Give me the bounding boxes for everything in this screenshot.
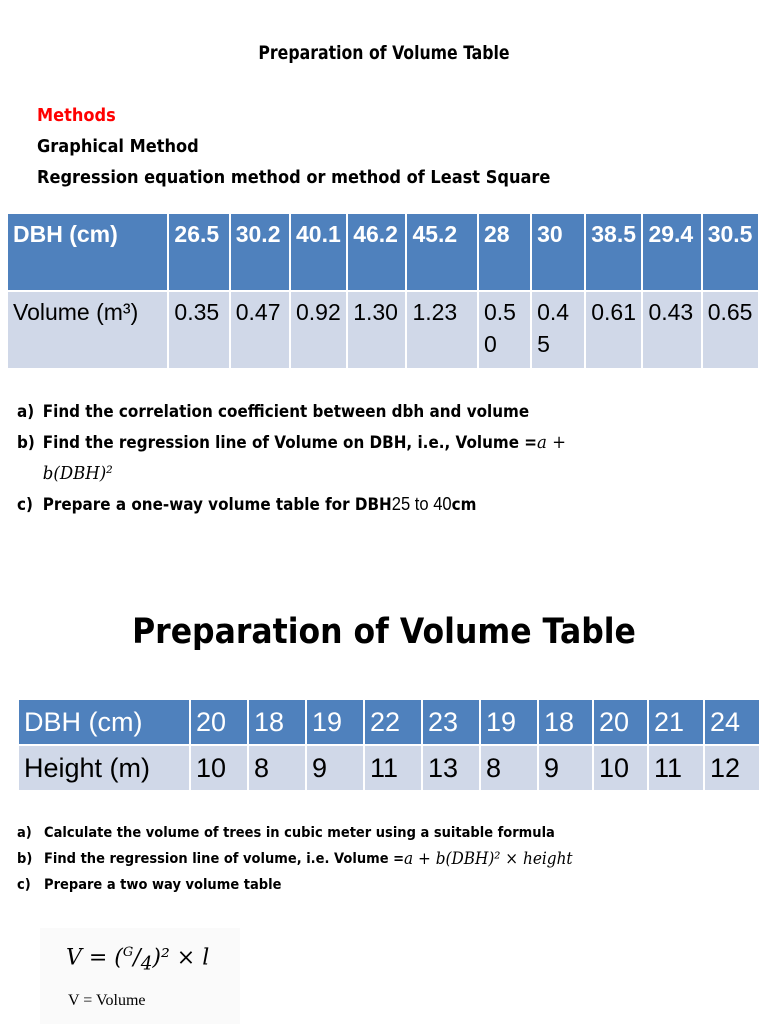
dbh-cell: 18 [538,699,593,745]
height-cell: 12 [704,745,760,791]
question-label: b) [17,433,35,452]
dbh-cell: 20 [593,699,648,745]
dbh-cell: 26.5 [168,213,229,291]
question-label: c) [17,877,31,893]
volume-cell: 0.43 [642,291,701,369]
dbh-cell: 22 [364,699,422,745]
dbh-cell: 21 [648,699,704,745]
question-text: Prepare a two way volume table [44,877,282,893]
dbh-cell: 28 [478,213,531,291]
dbh-cell: 38.5 [585,213,642,291]
formula-rhs: )² × l [152,945,210,971]
section1-title: Preparation of Volume Table [258,42,510,64]
regression-formula-cont: b(DBH)² [42,463,113,484]
volume-cell: 1.23 [406,291,478,369]
table2-row-label: Height (m) [18,745,190,791]
question-text: Find the regression line of volume, i.e. Volume = [44,851,405,867]
dbh-volume-table [6,212,760,370]
volume-cell: 0.45 [531,291,585,369]
method-item-graphical: Graphical Method [37,136,199,157]
regression-formula: a + [537,432,567,453]
dbh-cell: 19 [480,699,538,745]
question-label: a) [17,825,32,841]
question-label: c) [17,495,33,514]
methods-heading: Methods [37,105,116,126]
height-cell: 8 [248,745,306,791]
table1-volume-row [7,291,759,369]
dbh-cell: 30 [531,213,585,291]
formula-denominator: 4 [140,953,153,975]
dbh-cell: 19 [306,699,364,745]
section1-questions [17,396,614,520]
question-b [17,427,566,458]
dbh-cell: 18 [248,699,306,745]
dbh-cell: 29.4 [642,213,701,291]
height-cell: 10 [593,745,648,791]
regression-formula: a + b(DBH)² × height [404,849,573,869]
height-cell: 11 [648,745,704,791]
method-item-regression: Regression equation method or method of Least Square [37,167,551,188]
volume-formula [66,945,209,975]
volume-cell: 1.30 [347,291,406,369]
height-cell: 9 [538,745,593,791]
question-text: Calculate the volume of trees in cubic meter using a suitable formula [44,825,555,841]
table2-header-row [18,699,760,745]
volume-cell: 0.65 [702,291,759,369]
question-b-continued [17,458,566,489]
formula-lhs: V = ( [66,945,123,971]
section2-title: Preparation of Volume Table [132,612,636,652]
dbh-range-unit: cm [451,495,477,514]
height-cell: 13 [422,745,480,791]
volume-cell: 0.61 [585,291,642,369]
table1-header-row [7,213,759,291]
dbh-range: 25 to 40 [391,494,452,514]
dbh-height-table [17,698,761,792]
dbh-cell: 45.2 [406,213,478,291]
height-cell: 9 [306,745,364,791]
dbh-cell: 30.5 [702,213,759,291]
question-c [17,872,573,898]
table2-height-row [18,745,760,791]
volume-cell: 0.50 [478,291,531,369]
table1-row-label: Volume (m³) [7,291,168,369]
table2-header-label: DBH (cm) [18,699,190,745]
methods-list [37,100,607,193]
dbh-cell: 20 [190,699,248,745]
height-cell: 11 [364,745,422,791]
dbh-cell: 23 [422,699,480,745]
volume-cell: 0.92 [290,291,347,369]
table1-header-label: DBH (cm) [7,213,168,291]
question-a [17,820,573,846]
dbh-cell: 40.1 [290,213,347,291]
volume-cell: 0.47 [230,291,290,369]
question-a [17,396,566,427]
height-cell: 10 [190,745,248,791]
dbh-cell: 30.2 [230,213,290,291]
formula-slash: / [133,945,141,971]
question-label: b) [17,851,33,867]
volume-cell: 0.35 [168,291,229,369]
dbh-cell: 46.2 [347,213,406,291]
height-cell: 8 [480,745,538,791]
section2-questions [17,820,634,898]
dbh-cell: 24 [704,699,760,745]
question-text: Find the regression line of Volume on DBH, i.e., Volume = [42,433,538,452]
question-text: Find the correlation coefficient between dbh and volume [42,402,530,421]
question-text: Prepare a one-way volume table for DBH [42,495,392,514]
question-b [17,846,573,872]
formula-numerator: G [122,945,134,960]
formula-legend: V = Volume [68,992,146,1009]
question-label: a) [17,402,35,421]
question-c [17,489,566,520]
